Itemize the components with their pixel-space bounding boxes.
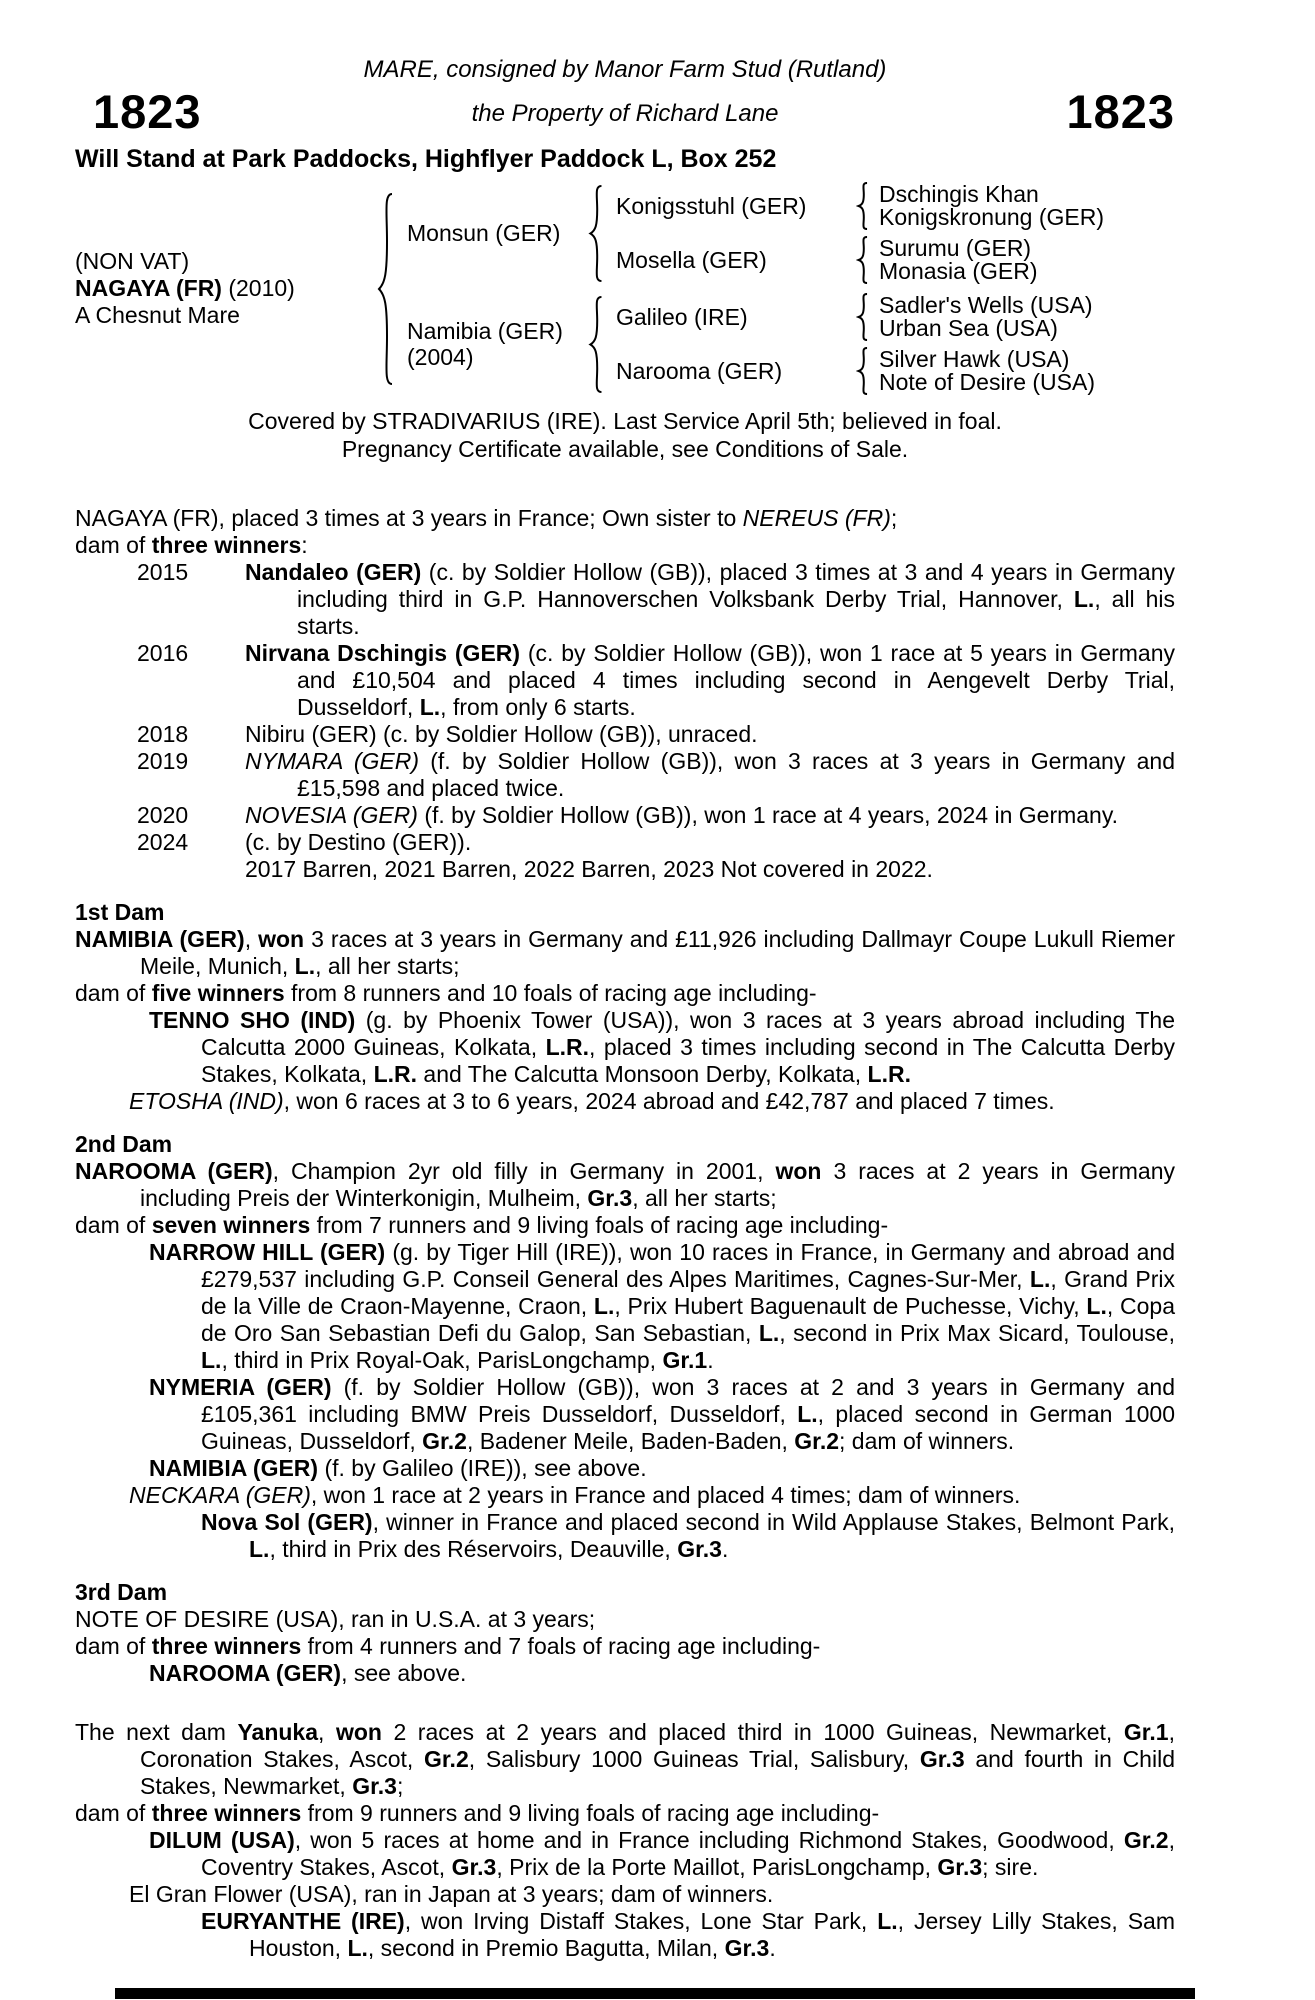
pedigree-brace-root [375, 190, 395, 388]
text-segment: , [244, 926, 259, 952]
text-segment: EURYANTHE (IRE) [201, 1908, 405, 1934]
text-segment: (c. by Soldier Hollow (GB)), placed 3 times at 3 and 4 years in Germany including third in G.P. Hannoverschen Volksbank Derby Trial, Hannover, [297, 559, 1176, 612]
text-segment: dam of [75, 980, 152, 1006]
text-segment: NOTE OF DESIRE (USA), ran in U.S.A. at 3 years; [75, 1606, 596, 1632]
gen3-group [616, 236, 1175, 284]
text-segment: NAMIBIA (GER) [75, 926, 245, 952]
gen3-group [616, 293, 1175, 341]
pedigree-paragraph [75, 1482, 1175, 1509]
text-segment: , Prix de la Porte Maillot, ParisLongchamp, [496, 1854, 938, 1880]
text-segment: (c. by Destino (GER)). [245, 829, 472, 855]
stand-location-line: Will Stand at Park Paddocks, Highflyer Paddock L, Box 252 [75, 145, 777, 173]
pedigree-paragraph [75, 1633, 1175, 1660]
gen4-name: Monasia (GER) [879, 258, 1038, 284]
text-segment: , winner in France and placed second in Wild Applause Stakes, Belmont Park, [372, 1509, 1175, 1535]
produce-row [75, 829, 1175, 856]
text-segment: and The Calcutta Monsoon Derby, Kolkata, [417, 1061, 868, 1087]
text-segment: , Badener Meile, Baden-Baden, [466, 1428, 795, 1454]
text-segment: won [775, 1158, 822, 1184]
dam-name: Namibia (GER) (2004) [407, 318, 563, 370]
produce-record [75, 505, 1175, 883]
text-segment: dam of [75, 532, 152, 558]
gen4-name: Silver Hawk (USA) [879, 346, 1070, 372]
text-segment: Gr.3 [937, 1854, 983, 1880]
subject-description: A Chesnut Mare [75, 302, 240, 328]
text-segment: L. [1086, 1293, 1107, 1319]
text-segment: L. [758, 1320, 780, 1346]
text-segment: , won 5 races at home and in France including Richmond Stakes, Goodwood, [294, 1827, 1124, 1853]
pedigree-table [75, 182, 1175, 395]
vat-note: (NON VAT) [75, 248, 190, 274]
produce-row [75, 559, 1175, 640]
subject-name-line [75, 275, 375, 302]
dam-section [75, 1131, 1175, 1563]
text-segment: from 4 runners and 7 foals of racing age including- [301, 1633, 821, 1659]
lot-row [75, 85, 1175, 140]
page-content [75, 56, 1175, 1962]
sire-name: Monsun (GER) [407, 220, 561, 246]
text-segment: (g. by Phoenix Tower (USA)), won 3 races at 3 years abroad including The Calcutta 2000 Guineas, Kolkata, [201, 1007, 1175, 1060]
text-segment: 3 races at 2 years in Germany including Preis der Winterkonigin, Mulheim, [140, 1158, 1176, 1211]
pedigree-dam-group [407, 293, 1175, 395]
text-segment: NAROOMA (GER) [75, 1158, 273, 1184]
pedigree-paragraph [75, 1158, 1175, 1212]
text-segment: Gr.3 [919, 1746, 965, 1772]
produce-year: 2016 [137, 640, 189, 666]
section-heading: 1st Dam [75, 899, 165, 925]
text-segment: , second in Premio Bagutta, Milan, [367, 1935, 725, 1961]
produce-rows [75, 559, 1175, 856]
produce-row [75, 748, 1175, 802]
gen4-pair [879, 183, 1175, 229]
pedigree-paragraph [75, 926, 1175, 980]
dam-sections [75, 899, 1175, 1962]
produce-row [75, 640, 1175, 721]
text-segment: , see above. [341, 1660, 467, 1686]
gen4-name: Sadler's Wells (USA) [879, 292, 1093, 318]
dam-section [75, 1719, 1175, 1962]
text-segment: , all his starts. [297, 586, 1175, 639]
pedigree-paragraph [75, 1239, 1175, 1374]
text-segment: L.R. [867, 1061, 911, 1087]
text-segment: , Copa de Oro San Sebastian Defi du Galop, San Sebastian, [201, 1293, 1175, 1346]
pedigree-paragraph [75, 1509, 1175, 1563]
text-segment: Gr.1 [1123, 1719, 1169, 1745]
text-segment: (f. by Galileo (IRE)), see above. [318, 1455, 647, 1481]
text-segment: , Prix Hubert Baguenault de Puchesse, Vichy, [614, 1293, 1087, 1319]
pedigree-brace-gen3 [856, 236, 869, 284]
pedigree-paragraph [75, 1007, 1175, 1088]
pedigree-brace-dam [587, 295, 604, 394]
pedigree-paragraph [75, 1088, 1175, 1115]
text-segment: Yanuka [237, 1719, 318, 1745]
text-segment: from 9 runners and 9 living foals of racing age including- [301, 1800, 880, 1826]
produce-year: 2015 [137, 559, 189, 585]
text-segment: , [318, 1719, 336, 1745]
gen4-name: Konigskronung (GER) [879, 204, 1104, 230]
text-segment: won [258, 926, 305, 952]
covered-line-1: Covered by STRADIVARIUS (IRE). Last Service April 5th; believed in foal. [248, 408, 1002, 434]
text-segment: , from only 6 starts. [440, 694, 636, 720]
produce-row [75, 721, 1175, 748]
text-segment: Gr.2 [423, 1746, 469, 1772]
text-segment: NYMERIA (GER) [149, 1374, 332, 1400]
text-segment: , third in Prix Royal-Oak, ParisLongchamp, [221, 1347, 663, 1373]
property-line: the Property of Richard Lane [471, 100, 779, 127]
produce-year: 2024 [137, 829, 189, 855]
text-segment: Gr.3 [724, 1935, 770, 1961]
dam-section [75, 899, 1175, 1115]
sire-parents-column [616, 182, 1175, 284]
text-segment: , all her starts; [632, 1185, 777, 1211]
gen3-name: Mosella (GER) [616, 247, 767, 273]
dam-parents-column [616, 293, 1175, 395]
text-segment: NAGAYA (FR), placed 3 times at 3 years in France; Own sister to [75, 505, 743, 531]
gen4-pair [879, 237, 1175, 283]
pedigree-paragraph [75, 1455, 1175, 1482]
text-segment: L. [797, 1401, 818, 1427]
section-heading: 2nd Dam [75, 1131, 173, 1157]
text-segment: (f. by Soldier Hollow (GB)), won 1 race at 4 years, 2024 in Germany. [417, 802, 1119, 828]
pedigree-paragraph [75, 1212, 1175, 1239]
text-segment: ; [890, 505, 898, 531]
pedigree-subject [75, 248, 375, 329]
gen4-name: Urban Sea (USA) [879, 315, 1058, 341]
pedigree-paragraph [75, 1881, 1175, 1908]
text-segment: (f. by Soldier Hollow (GB)), won 3 races at 2 and 3 years in Germany and £105,361 including BMW Preis Dusseldorf, Dusseldorf, [201, 1374, 1175, 1427]
text-segment: L. [1073, 586, 1095, 612]
covering-statement [75, 407, 1175, 463]
race-record-line [75, 505, 1175, 532]
text-segment: L. [294, 953, 316, 979]
text-segment: DILUM (USA) [149, 1827, 295, 1853]
text-segment: L. [201, 1347, 222, 1373]
text-segment: (f. by Soldier Hollow (GB)), won 3 races at 3 years in Germany and £15,598 and placed twice. [297, 748, 1175, 801]
subject-name: NAGAYA (FR) [75, 275, 222, 301]
text-segment: Gr.1 [662, 1347, 708, 1373]
text-segment: Nibiru (GER) (c. by Soldier Hollow (GB)), unraced. [245, 721, 758, 747]
pedigree-paragraph [75, 1660, 1175, 1687]
text-segment: , won 6 races at 3 to 6 years, 2024 abroad and £42,787 and placed 7 times. [283, 1088, 1055, 1114]
pedigree-paragraph [75, 1827, 1175, 1881]
text-segment: Gr.3 [677, 1536, 722, 1562]
consignor-line: MARE, consigned by Manor Farm Stud (Rutland) [363, 56, 887, 83]
text-segment: three winners [151, 1633, 302, 1659]
gen4-pair [879, 348, 1175, 394]
gen4-name: Surumu (GER) [879, 235, 1032, 261]
covered-line-2: Pregnancy Certificate available, see Conditions of Sale. [341, 436, 909, 462]
text-segment: NAROOMA (GER) [149, 1660, 342, 1686]
text-segment: from 8 runners and 10 foals of racing age including- [284, 980, 817, 1006]
text-segment: , second in Prix Max Sicard, Toulouse, [779, 1320, 1175, 1346]
gen3-group [616, 182, 1175, 230]
gen4-name: Note of Desire (USA) [879, 369, 1096, 395]
pedigree-brace-gen3 [856, 347, 869, 395]
text-segment: three winners [151, 532, 302, 558]
text-segment: NYMARA (GER) [245, 748, 419, 774]
text-segment: , placed second in German 1000 Guineas, Dusseldorf, [201, 1401, 1175, 1454]
text-segment: , won Irving Distaff Stakes, Lone Star Park, [404, 1908, 878, 1934]
text-segment: L. [877, 1908, 898, 1934]
text-segment: Nirvana Dschingis (GER) [245, 640, 521, 666]
pedigree-paragraph [75, 1908, 1175, 1962]
text-segment: . [769, 1935, 776, 1961]
text-segment: L.R. [373, 1061, 418, 1087]
text-segment: , Salisbury 1000 Guineas Trial, Salisbury, [468, 1746, 920, 1772]
pedigree-paragraph [75, 1606, 1175, 1633]
pedigree-sire-group [407, 182, 1175, 284]
text-segment: ETOSHA (IND) [129, 1088, 284, 1114]
produce-year: 2020 [137, 802, 189, 828]
text-segment: L. [1029, 1266, 1051, 1292]
text-segment: , placed 3 times including second in The Calcutta Derby Stakes, Kolkata, [201, 1034, 1175, 1087]
lot-number-left: 1823 [93, 85, 202, 138]
gen3-group [616, 347, 1175, 395]
text-segment: NOVESIA (GER) [245, 802, 418, 828]
text-segment: , won 1 race at 2 years in France and placed 4 times; dam of winners. [310, 1482, 1021, 1508]
text-segment: dam of [75, 1800, 152, 1826]
text-segment: (g. by Tiger Hill (IRE)), won 10 races in France, in Germany and abroad and £279,537 including G.P. Conseil General des Alpes Maritimes, Cagnes-Sur-Mer, [201, 1239, 1175, 1292]
text-segment: . [721, 1536, 729, 1562]
text-segment: L. [249, 1536, 270, 1562]
barren-note [75, 856, 1175, 883]
pedigree-gen2-column [407, 182, 1175, 395]
text-segment: NARROW HILL (GER) [149, 1239, 386, 1265]
pedigree-paragraph [75, 1719, 1175, 1800]
text-segment: three winners [151, 1800, 302, 1826]
dam-of-line [75, 532, 1175, 559]
text-segment: , all her starts; [315, 953, 460, 979]
pedigree-paragraph [75, 980, 1175, 1007]
text-segment: El Gran Flower (USA), ran in Japan at 3 years; dam of winners. [129, 1881, 774, 1907]
pedigree-paragraph [75, 1374, 1175, 1455]
produce-year: 2018 [137, 721, 189, 747]
text-segment: L. [593, 1293, 615, 1319]
text-segment: The next dam [75, 1719, 238, 1745]
text-segment: (c. by Soldier Hollow (GB)), won 1 race at 5 years in Germany and £10,504 and placed 4 times including second in Aengevelt Derby Trial, Dusseldorf, [297, 640, 1175, 720]
text-segment: Gr.3 [451, 1854, 497, 1880]
text-segment: . [707, 1347, 714, 1373]
text-segment: ; sire. [982, 1854, 1039, 1880]
text-segment: dam of [75, 1633, 152, 1659]
text-segment: and fourth in Child Stakes, Newmarket, [140, 1746, 1175, 1799]
text-segment: won [335, 1719, 382, 1745]
text-segment: seven winners [151, 1212, 311, 1238]
pedigree-brace-gen3 [856, 293, 869, 341]
text-segment: , Jersey Lilly Stakes, Sam Houston, [249, 1908, 1175, 1961]
text-segment: Gr.3 [587, 1185, 633, 1211]
text-segment: 2017 Barren, 2021 Barren, 2022 Barren, 2023 Not covered in 2022. [245, 856, 933, 882]
text-segment: Nandaleo (GER) [245, 559, 422, 585]
gen4-pair [879, 294, 1175, 340]
section-heading: 3rd Dam [75, 1579, 168, 1605]
scan-artifact-bar [115, 1988, 1195, 1999]
text-segment: from 7 runners and 9 living foals of racing age including- [310, 1212, 889, 1238]
dam-section [75, 1579, 1175, 1687]
text-segment: TENNO SHO (IND) [149, 1007, 356, 1033]
text-segment: Gr.3 [352, 1773, 397, 1799]
text-segment: , Grand Prix de la Ville de Craon-Mayenne, Craon, [201, 1266, 1175, 1319]
text-segment: Nova Sol (GER) [201, 1509, 373, 1535]
text-segment: dam of [75, 1212, 152, 1238]
lot-number-right: 1823 [1066, 85, 1175, 138]
text-segment: 2 races at 2 years and placed third in 1000 Guineas, Newmarket, [381, 1719, 1124, 1745]
text-segment: Gr.2 [422, 1428, 467, 1454]
text-segment: , third in Prix des Réservoirs, Deauville, [269, 1536, 678, 1562]
text-segment: Gr.2 [1123, 1827, 1169, 1853]
gen3-name: Narooma (GER) [616, 358, 783, 384]
pedigree-brace-gen3 [856, 182, 869, 230]
gen4-name: Dschingis Khan [879, 181, 1039, 207]
text-segment: L. [347, 1935, 368, 1961]
pedigree-paragraph [75, 1800, 1175, 1827]
pedigree-brace-sire [587, 184, 604, 283]
produce-row [75, 802, 1175, 829]
gen3-name: Galileo (IRE) [616, 304, 748, 330]
text-segment: ; dam of winners. [839, 1428, 1015, 1454]
subject-year: (2010) [228, 275, 295, 301]
text-segment: L. [419, 694, 441, 720]
text-segment: 3 races at 3 years in Germany and £11,926 including Dallmayr Coupe Lukull Riemer Meile, Munich, [140, 926, 1176, 979]
gen3-name: Konigsstuhl (GER) [616, 193, 807, 219]
text-segment: : [301, 532, 308, 558]
text-segment: five winners [151, 980, 285, 1006]
produce-year: 2019 [137, 748, 189, 774]
text-segment: Gr.2 [794, 1428, 840, 1454]
text-segment: NECKARA (GER) [129, 1482, 311, 1508]
text-segment: ; [396, 1773, 404, 1799]
text-segment: NEREUS (FR) [742, 505, 891, 531]
text-segment: , Coventry Stakes, Ascot, [201, 1827, 1175, 1880]
text-segment: NAMIBIA (GER) [149, 1455, 319, 1481]
text-segment: , Coronation Stakes, Ascot, [140, 1719, 1175, 1772]
text-segment: L.R. [545, 1034, 590, 1060]
text-segment: , Champion 2yr old filly in Germany in 2001, [272, 1158, 776, 1184]
